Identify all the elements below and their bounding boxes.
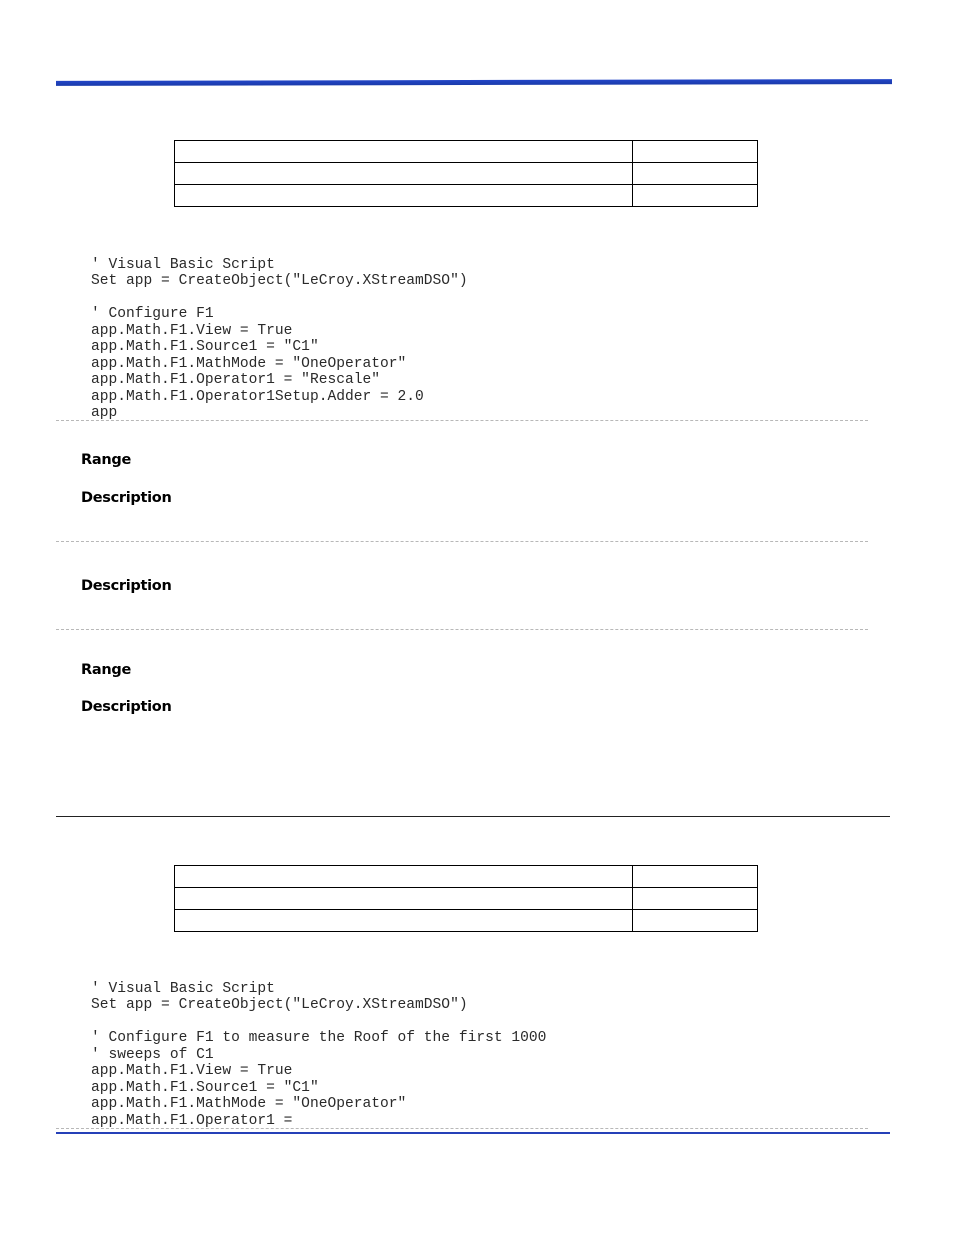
property-table-2 [174, 865, 758, 932]
table-row [175, 910, 758, 932]
code-line-blank [91, 290, 468, 307]
topic-separator [56, 816, 890, 817]
code-line: app [91, 405, 118, 421]
property-table-1 [174, 140, 758, 207]
code-line: ' Configure F1 to measure the Roof of the first 1000 [91, 1030, 547, 1046]
table-row [175, 185, 758, 207]
code-line: ' Visual Basic Script [91, 256, 275, 273]
code-line: app.Math.F1.MathMode = "OneOperator" [91, 1096, 407, 1112]
code-line: app.Math.F1.MathMode = "OneOperator" [91, 355, 407, 372]
section-divider [56, 1128, 868, 1129]
section-divider [56, 629, 868, 630]
code-block-2 [91, 964, 546, 1129]
code-line: app.Math.F1.Operator1 = "Rescale" [91, 372, 381, 388]
description-heading: Description [81, 699, 172, 715]
code-block-1 [91, 240, 468, 422]
table-row [175, 888, 758, 910]
code-line: Set app = CreateObject("LeCroy.XStreamDSO") [91, 273, 468, 289]
code-line: ' Configure F1 [91, 306, 214, 322]
code-line: ' Visual Basic Script [91, 980, 275, 997]
code-line: app.Math.F1.View = True [91, 322, 293, 339]
code-line: app.Math.F1.Operator1Setup.Adder = 2.0 [91, 388, 424, 405]
code-line: Set app = CreateObject("LeCroy.XStreamDSO") [91, 997, 468, 1013]
table-row [175, 163, 758, 185]
section-divider [56, 541, 868, 542]
description-heading: Description [81, 578, 172, 594]
footer-rule [56, 1132, 890, 1134]
code-line: app.Math.F1.View = True [91, 1063, 293, 1079]
description-heading: Description [81, 490, 172, 506]
code-line: app.Math.F1.Source1 = "C1" [91, 1079, 319, 1096]
range-heading: Range [81, 452, 131, 468]
code-line: ' sweeps of C1 [91, 1046, 214, 1063]
code-line: app.Math.F1.Source1 = "C1" [91, 339, 319, 355]
header-rule [56, 79, 892, 86]
table-row [175, 866, 758, 888]
section-divider [56, 420, 868, 421]
code-line: app.Math.F1.Operator1 = [91, 1112, 293, 1129]
table-row [175, 141, 758, 163]
code-line-blank [91, 1014, 546, 1031]
range-heading: Range [81, 662, 131, 678]
